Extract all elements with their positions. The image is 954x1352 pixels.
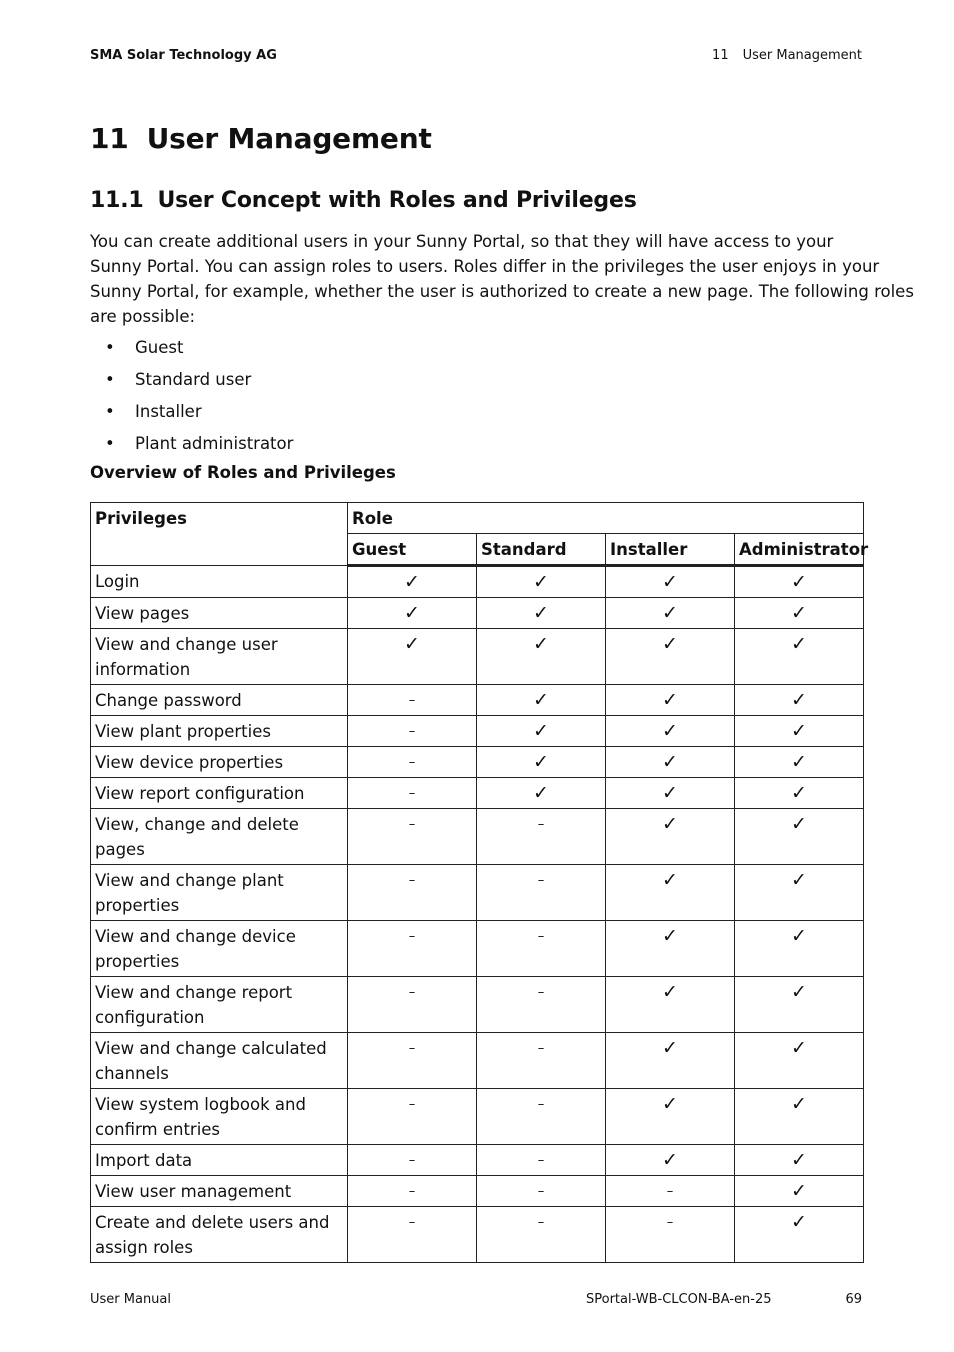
dash-mark-guest: –: [348, 1145, 477, 1176]
chapter-title: User Management: [146, 122, 432, 155]
dash-mark-standard: –: [477, 1033, 606, 1089]
table-row: [91, 1207, 864, 1263]
section-heading: [90, 188, 637, 213]
privilege-name-line: View and change device: [95, 927, 296, 946]
header-guest: Guest: [348, 534, 477, 566]
privilege-name-line: View and change calculated: [95, 1039, 327, 1058]
dash-mark-standard: –: [477, 1145, 606, 1176]
privilege-name: [91, 716, 348, 747]
intro-line: Sunny Portal, for example, whether the user is authorized to create a new page. The following roles: [90, 282, 914, 301]
footer-page-number: 69: [845, 1292, 862, 1307]
privilege-name-line: View plant properties: [95, 722, 271, 741]
check-icon-installer: ✓: [606, 1145, 735, 1176]
privilege-name-line: properties: [95, 952, 180, 971]
table-row: [91, 1033, 864, 1089]
privilege-name-line: configuration: [95, 1008, 205, 1027]
dash-mark-guest: –: [348, 1033, 477, 1089]
table-header-row: [91, 503, 864, 534]
check-icon-administrator: ✓: [735, 865, 864, 921]
table-row: [91, 598, 864, 629]
privilege-name-line: View and change report: [95, 983, 293, 1002]
privilege-name: [91, 977, 348, 1033]
page-header-company: SMA Solar Technology AG: [90, 48, 277, 63]
dash-mark-guest: –: [348, 716, 477, 747]
table-row: [91, 685, 864, 716]
check-icon-administrator: ✓: [735, 778, 864, 809]
dash-mark-guest: –: [348, 1176, 477, 1207]
dash-mark-guest: –: [348, 778, 477, 809]
privilege-name-line: View and change user: [95, 635, 278, 654]
intro-line: You can create additional users in your Sunny Portal, so that they will have access to your: [90, 232, 834, 251]
section-title: User Concept with Roles and Privileges: [157, 188, 637, 213]
check-icon-installer: ✓: [606, 977, 735, 1033]
dash-mark-installer: –: [606, 1207, 735, 1263]
role-label: Standard user: [135, 370, 252, 389]
dash-mark-standard: –: [477, 977, 606, 1033]
roles-list-item: [90, 368, 293, 400]
header-installer: Installer: [606, 534, 735, 566]
role-label: Plant administrator: [135, 434, 294, 453]
table-caption: Overview of Roles and Privileges: [90, 463, 396, 482]
check-icon-installer: ✓: [606, 629, 735, 685]
dash-mark-guest: –: [348, 747, 477, 778]
privilege-name: [91, 1176, 348, 1207]
privilege-name-line: View user management: [95, 1182, 292, 1201]
section-number: 11.1: [90, 188, 144, 213]
privilege-name: [91, 566, 348, 598]
check-icon-administrator: ✓: [735, 977, 864, 1033]
check-icon-administrator: ✓: [735, 716, 864, 747]
table-row: [91, 809, 864, 865]
privilege-name-line: View device properties: [95, 753, 284, 772]
chapter-number: 11: [90, 122, 129, 155]
check-icon-installer: ✓: [606, 1033, 735, 1089]
check-icon-administrator: ✓: [735, 1145, 864, 1176]
page-header-chapter: [712, 48, 862, 63]
check-icon-installer: ✓: [606, 716, 735, 747]
header-chapter-title: User Management: [742, 48, 862, 63]
privilege-name-line: channels: [95, 1064, 169, 1083]
header-standard: Standard: [477, 534, 606, 566]
roles-list: [90, 336, 293, 464]
dash-mark-standard: –: [477, 921, 606, 977]
check-icon-standard: ✓: [477, 716, 606, 747]
bullet-icon: •: [105, 370, 115, 389]
privilege-name: [91, 1145, 348, 1176]
table-row: [91, 865, 864, 921]
dash-mark-guest: –: [348, 1207, 477, 1263]
privilege-name-line: properties: [95, 896, 180, 915]
check-icon-installer: ✓: [606, 778, 735, 809]
dash-mark-standard: –: [477, 1176, 606, 1207]
dash-mark-guest: –: [348, 977, 477, 1033]
check-icon-administrator: ✓: [735, 1176, 864, 1207]
privilege-name-line: Import data: [95, 1151, 193, 1170]
check-icon-standard: ✓: [477, 566, 606, 598]
check-icon-administrator: ✓: [735, 1089, 864, 1145]
intro-paragraph: [90, 229, 914, 329]
dash-mark-guest: –: [348, 809, 477, 865]
check-icon-installer: ✓: [606, 566, 735, 598]
privilege-name: [91, 598, 348, 629]
check-icon-installer: ✓: [606, 598, 735, 629]
check-icon-administrator: ✓: [735, 1207, 864, 1263]
check-icon-administrator: ✓: [735, 629, 864, 685]
check-icon-administrator: ✓: [735, 1033, 864, 1089]
check-icon-installer: ✓: [606, 921, 735, 977]
dash-mark-installer: –: [606, 1176, 735, 1207]
privilege-name: [91, 865, 348, 921]
roles-list-item: [90, 400, 293, 432]
dash-mark-guest: –: [348, 921, 477, 977]
intro-line: are possible:: [90, 307, 196, 326]
privilege-name: [91, 778, 348, 809]
check-icon-administrator: ✓: [735, 685, 864, 716]
table-row: [91, 566, 864, 598]
privilege-name: [91, 685, 348, 716]
privilege-name-line: View system logbook and: [95, 1095, 306, 1114]
dash-mark-standard: –: [477, 1089, 606, 1145]
check-icon-standard: ✓: [477, 747, 606, 778]
header-privileges: Privileges: [91, 503, 348, 566]
header-chapter-number: 11: [712, 48, 729, 63]
privilege-name-line: Change password: [95, 691, 242, 710]
check-icon-administrator: ✓: [735, 921, 864, 977]
check-icon-installer: ✓: [606, 1089, 735, 1145]
check-icon-administrator: ✓: [735, 747, 864, 778]
bullet-icon: •: [105, 338, 115, 357]
header-administrator: Administrator: [735, 534, 864, 566]
bullet-icon: •: [105, 434, 115, 453]
privilege-name-line: View report configuration: [95, 784, 305, 803]
check-icon-administrator: ✓: [735, 809, 864, 865]
check-icon-installer: ✓: [606, 685, 735, 716]
footer-document-code: SPortal-WB-CLCON-BA-en-25: [586, 1292, 772, 1307]
privilege-name-line: information: [95, 660, 191, 679]
check-icon-administrator: ✓: [735, 566, 864, 598]
role-label: Guest: [135, 338, 184, 357]
table-row: [91, 1089, 864, 1145]
privileges-table: [90, 502, 869, 1263]
footer-document-type: User Manual: [90, 1292, 172, 1307]
table-row: [91, 921, 864, 977]
privilege-name-line: View and change plant: [95, 871, 284, 890]
header-role: Role: [348, 503, 864, 534]
check-icon-guest: ✓: [348, 598, 477, 629]
privilege-name-line: View, change and delete pages: [95, 815, 299, 859]
table-row: [91, 716, 864, 747]
dash-mark-standard: –: [477, 809, 606, 865]
intro-line: Sunny Portal. You can assign roles to users. Roles differ in the privileges the user enjoys in your: [90, 257, 880, 276]
dash-mark-guest: –: [348, 865, 477, 921]
privilege-name: [91, 809, 348, 865]
table-row: [91, 1176, 864, 1207]
privilege-name: [91, 1089, 348, 1145]
role-label: Installer: [135, 402, 202, 421]
table-row: [91, 977, 864, 1033]
check-icon-standard: ✓: [477, 685, 606, 716]
check-icon-standard: ✓: [477, 629, 606, 685]
chapter-heading: [90, 122, 432, 155]
privilege-name: [91, 1207, 348, 1263]
roles-list-item: [90, 432, 293, 464]
privilege-name-line: Login: [95, 572, 140, 591]
dash-mark-guest: –: [348, 1089, 477, 1145]
privilege-name-line: View pages: [95, 604, 190, 623]
privilege-name: [91, 629, 348, 685]
check-icon-installer: ✓: [606, 809, 735, 865]
table-row: [91, 1145, 864, 1176]
dash-mark-standard: –: [477, 1207, 606, 1263]
privilege-name-line: Create and delete users and: [95, 1213, 330, 1232]
check-icon-administrator: ✓: [735, 598, 864, 629]
privilege-name-line: confirm entries: [95, 1120, 221, 1139]
table-body: [91, 566, 864, 1263]
roles-list-item: [90, 336, 293, 368]
table-row: [91, 778, 864, 809]
check-icon-standard: ✓: [477, 778, 606, 809]
dash-mark-standard: –: [477, 865, 606, 921]
check-icon-guest: ✓: [348, 566, 477, 598]
check-icon-standard: ✓: [477, 598, 606, 629]
privilege-name: [91, 747, 348, 778]
privilege-name: [91, 921, 348, 977]
check-icon-guest: ✓: [348, 629, 477, 685]
table-row: [91, 629, 864, 685]
check-icon-installer: ✓: [606, 747, 735, 778]
privilege-name-line: assign roles: [95, 1238, 193, 1257]
table-row: [91, 747, 864, 778]
check-icon-installer: ✓: [606, 865, 735, 921]
dash-mark-guest: –: [348, 685, 477, 716]
bullet-icon: •: [105, 402, 115, 421]
privilege-name: [91, 1033, 348, 1089]
